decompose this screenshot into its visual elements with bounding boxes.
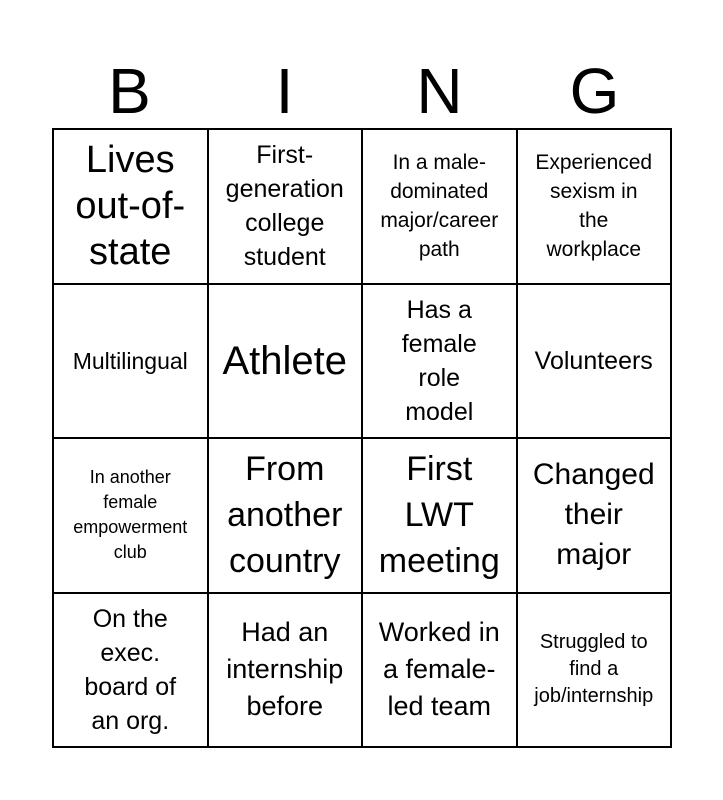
bingo-cell[interactable] [209, 439, 364, 594]
bingo-cell-text: Worked in a female- led team [378, 617, 500, 722]
bingo-cell-text: On the exec. board of an org. [84, 604, 177, 735]
bingo-cell[interactable] [209, 285, 364, 440]
bingo-cell[interactable] [518, 439, 673, 594]
bingo-cell-text: In a male- dominated major/career path [380, 151, 499, 262]
bingo-cell-text: Changed their major [532, 458, 655, 572]
bingo-cell-text: In another female empowerment club [73, 467, 188, 563]
bingo-cell[interactable] [209, 594, 364, 749]
bingo-cell[interactable] [54, 130, 209, 285]
header-letter-i: I [275, 55, 294, 127]
bingo-cell-text: Had an internship before [226, 617, 344, 722]
bingo-cell[interactable] [518, 130, 673, 285]
bingo-cell[interactable] [518, 285, 673, 440]
bingo-cell-text: From another country [227, 450, 343, 581]
bingo-cell-text: First- generation college student [225, 141, 344, 272]
bingo-cell-text: Struggled to find a job/internship [534, 631, 654, 708]
bingo-cell-text: Experienced sexism in the workplace [535, 151, 653, 262]
bingo-cell-text: First LWT meeting [378, 450, 500, 581]
bingo-cell[interactable] [363, 439, 518, 594]
bingo-header [52, 56, 672, 126]
bingo-cell-text: Volunteers [534, 346, 653, 375]
bingo-cell-text: Lives out-of- state [75, 139, 186, 274]
header-letter-b: B [108, 55, 151, 127]
bingo-cell-text: Athlete [222, 338, 348, 383]
bingo-cell[interactable] [54, 594, 209, 749]
bingo-cell[interactable] [363, 130, 518, 285]
bingo-board [52, 128, 672, 748]
bingo-cell[interactable] [363, 594, 518, 749]
bingo-cell[interactable] [54, 439, 209, 594]
bingo-cell[interactable] [363, 285, 518, 440]
bingo-cell-text: Multilingual [72, 347, 188, 374]
header-letter-n: N [416, 55, 463, 127]
bingo-cell[interactable] [54, 285, 209, 440]
bingo-cell[interactable] [518, 594, 673, 749]
header-letter-g: G [569, 55, 620, 127]
bingo-cell-text: Has a female role model [401, 295, 477, 426]
bingo-cell[interactable] [209, 130, 364, 285]
